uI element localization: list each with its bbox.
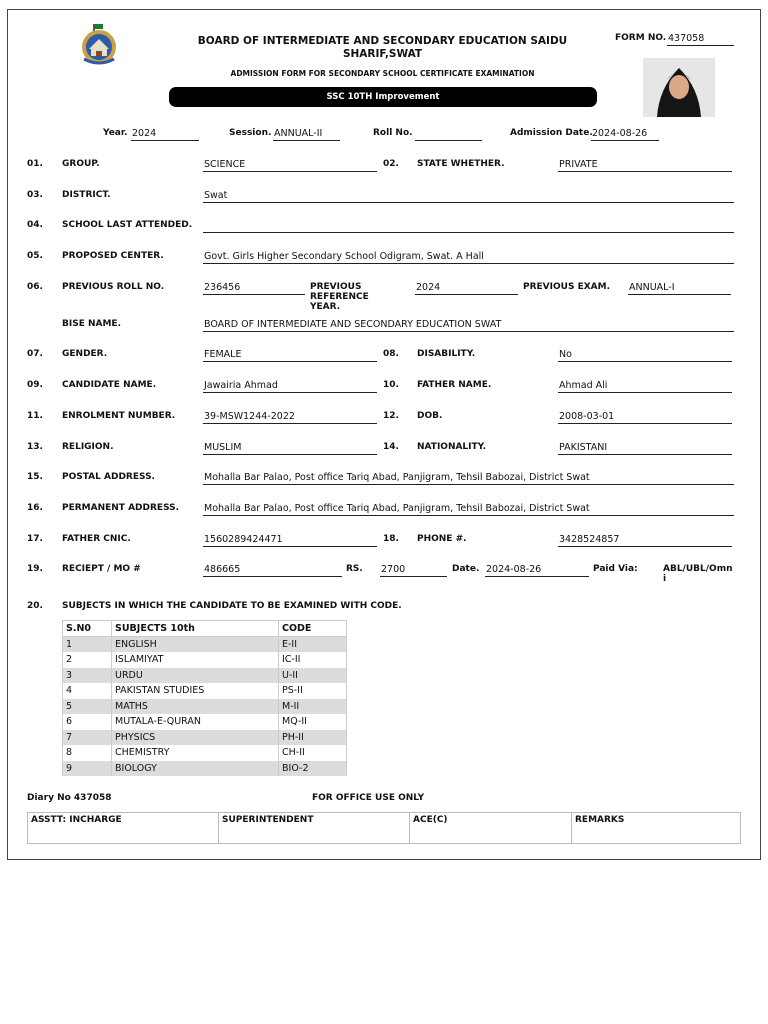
column-header: CODE [279,621,347,637]
gender-label: GENDER. [62,349,108,359]
enrolment-number-value: 39-MSW1244-2022 [203,410,377,424]
table-row [63,699,347,715]
field-number: 05. [27,251,43,261]
code-cell: CH-II [279,745,347,761]
ace-cell: ACE(C) [410,813,572,844]
office-use-heading: FOR OFFICE USE ONLY [312,793,425,803]
previous-exam-label: PREVIOUS EXAM. [523,282,610,292]
table-row [63,683,347,699]
school-last-attended-label: SCHOOL LAST ATTENDED. [62,220,193,230]
field-number: 06. [27,282,43,292]
table-header-row [63,621,347,637]
receipt-label: RECIEPT / MO # [62,564,141,574]
father-cnic-value: 1560289424471 [203,533,377,547]
disability-label: DISABILITY. [417,349,476,359]
sno-cell: 5 [63,699,112,715]
field-number: 15. [27,472,43,482]
subject-cell: PHYSICS [112,730,279,746]
admission-date-value: 2024-08-26 [591,127,659,141]
year-value: 2024 [131,127,199,141]
subjects-heading: SUBJECTS IN WHICH THE CANDIDATE TO BE EXAMINED WITH CODE. [62,601,402,611]
state-whether-label: STATE WHETHER. [417,159,505,169]
candidate-name-label: CANDIDATE NAME. [62,380,157,390]
code-cell: M-II [279,699,347,715]
field-number: 03. [27,190,43,200]
office-use-table [27,812,741,844]
field-number: 18. [383,534,399,544]
admission-date-label: Admission Date. [510,128,593,138]
gender-value: FEMALE [203,348,377,362]
session-value: ANNUAL-II [273,127,340,141]
rs-label: RS. [346,564,363,574]
bise-name-label: BISE NAME. [62,319,121,329]
roll-no-value [415,127,482,141]
postal-address-value: Mohalla Bar Palao, Post office Tariq Abad, Panjigram, Tehsil Babozai, District Swat [203,471,734,485]
field-number: 13. [27,442,43,452]
group-label: GROUP. [62,159,100,169]
enrolment-number-label: ENROLMENT NUMBER. [62,411,176,421]
form-no-value: 437058 [667,32,734,46]
bise-name-value: BOARD OF INTERMEDIATE AND SECONDARY EDUCATION SWAT [203,318,734,332]
previous-roll-no-value: 236456 [203,281,305,295]
subject-cell: URDU [112,668,279,684]
assistant-incharge-cell: ASSTT: INCHARGE [28,813,219,844]
code-cell: BIO-2 [279,761,347,777]
school-last-attended-value [203,219,734,233]
sno-cell: 7 [63,730,112,746]
permanent-address-value: Mohalla Bar Palao, Post office Tariq Abad, Panjigram, Tehsil Babozai, District Swat [203,502,734,516]
superintendent-cell: SUPERINTENDENT [219,813,410,844]
previous-reference-year-value: 2024 [415,281,518,295]
group-value: SCIENCE [203,158,377,172]
permanent-address-label: PERMANENT ADDRESS. [62,503,180,513]
table-row [63,637,347,653]
table-row [63,652,347,668]
previous-exam-value: ANNUAL-I [628,281,731,295]
sno-cell: 4 [63,683,112,699]
phone-label: PHONE #. [417,534,467,544]
nationality-label: NATIONALITY. [417,442,487,452]
remarks-cell: REMARKS [575,815,625,825]
state-whether-value: PRIVATE [558,158,732,172]
code-cell: U-II [279,668,347,684]
religion-value: MUSLIM [203,441,377,455]
field-number: 08. [383,349,399,359]
date-label: Date. [452,564,480,574]
sno-cell: 6 [63,714,112,730]
father-cnic-label: FATHER CNIC. [62,534,131,544]
subject-cell: PAKISTAN STUDIES [112,683,279,699]
roll-no-label: Roll No. [373,128,413,138]
board-name-title: BOARD OF INTERMEDIATE AND SECONDARY EDUCATION SAIDU SHARIF,SWAT [197,35,568,60]
receipt-value: 486665 [203,563,342,577]
father-name-label: FATHER NAME. [417,380,492,390]
district-value: Swat [203,189,734,203]
subject-cell: MUTALA-E-QURAN [112,714,279,730]
date-value: 2024-08-26 [485,563,589,577]
previous-roll-no-label: PREVIOUS ROLL NO. [62,282,165,292]
table-row [63,668,347,684]
sno-cell: 1 [63,637,112,653]
code-cell: PS-II [279,683,347,699]
sno-cell: 8 [63,745,112,761]
subject-cell: ENGLISH [112,637,279,653]
field-number: 07. [27,349,43,359]
subjects-table [62,620,347,776]
dob-value: 2008-03-01 [558,410,732,424]
field-number: 10. [383,380,399,390]
code-cell: IC-II [279,652,347,668]
column-header: S.N0 [63,621,112,637]
phone-value: 3428524857 [558,533,732,547]
subject-cell: ISLAMIYAT [112,652,279,668]
subject-cell: CHEMISTRY [112,745,279,761]
exam-type-badge: SSC 10TH Improvement [169,87,597,107]
paid-via-value: ABL/UBL/Omni [663,564,733,584]
paid-via-label: Paid Via: [593,564,638,574]
rs-value: 2700 [380,563,447,577]
candidate-name-value: Jawairia Ahmad [203,379,377,393]
field-number: 19. [27,564,43,574]
field-number: 14. [383,442,399,452]
diary-number: Diary No 437058 [27,793,112,803]
field-number: 17. [27,534,43,544]
board-logo-icon [74,23,124,67]
district-label: DISTRICT. [62,190,111,200]
candidate-photo [643,58,715,117]
nationality-value: PAKISTANI [558,441,732,455]
proposed-center-value: Govt. Girls Higher Secondary School Odigram, Swat. A Hall [203,250,734,264]
field-number: 02. [383,159,399,169]
field-number: 16. [27,503,43,513]
code-cell: MQ-II [279,714,347,730]
table-row [63,745,347,761]
subject-cell: MATHS [112,699,279,715]
field-number: 04. [27,220,43,230]
father-name-value: Ahmad Ali [558,379,732,393]
sno-cell: 2 [63,652,112,668]
session-label: Session. [229,128,272,138]
subject-cell: BIOLOGY [112,761,279,777]
table-row [63,730,347,746]
field-number: 20. [27,601,43,611]
form-title: ADMISSION FORM FOR SECONDARY SCHOOL CERTIFICATE EXAMINATION [230,69,535,78]
postal-address-label: POSTAL ADDRESS. [62,472,155,482]
sno-cell: 3 [63,668,112,684]
disability-value: No [558,348,732,362]
column-header: SUBJECTS 10th [112,621,279,637]
dob-label: DOB. [417,411,443,421]
field-number: 01. [27,159,43,169]
code-cell: E-II [279,637,347,653]
table-row [63,761,347,777]
field-number: 11. [27,411,43,421]
field-number: 09. [27,380,43,390]
field-number: 12. [383,411,399,421]
form-no-label: FORM NO. [615,33,667,43]
year-label: Year. [103,128,128,138]
proposed-center-label: PROPOSED CENTER. [62,251,164,261]
table-row [63,714,347,730]
code-cell: PH-II [279,730,347,746]
religion-label: RELIGION. [62,442,114,452]
previous-reference-year-label: PREVIOUS REFERENCE YEAR. [310,282,369,312]
sno-cell: 9 [63,761,112,777]
